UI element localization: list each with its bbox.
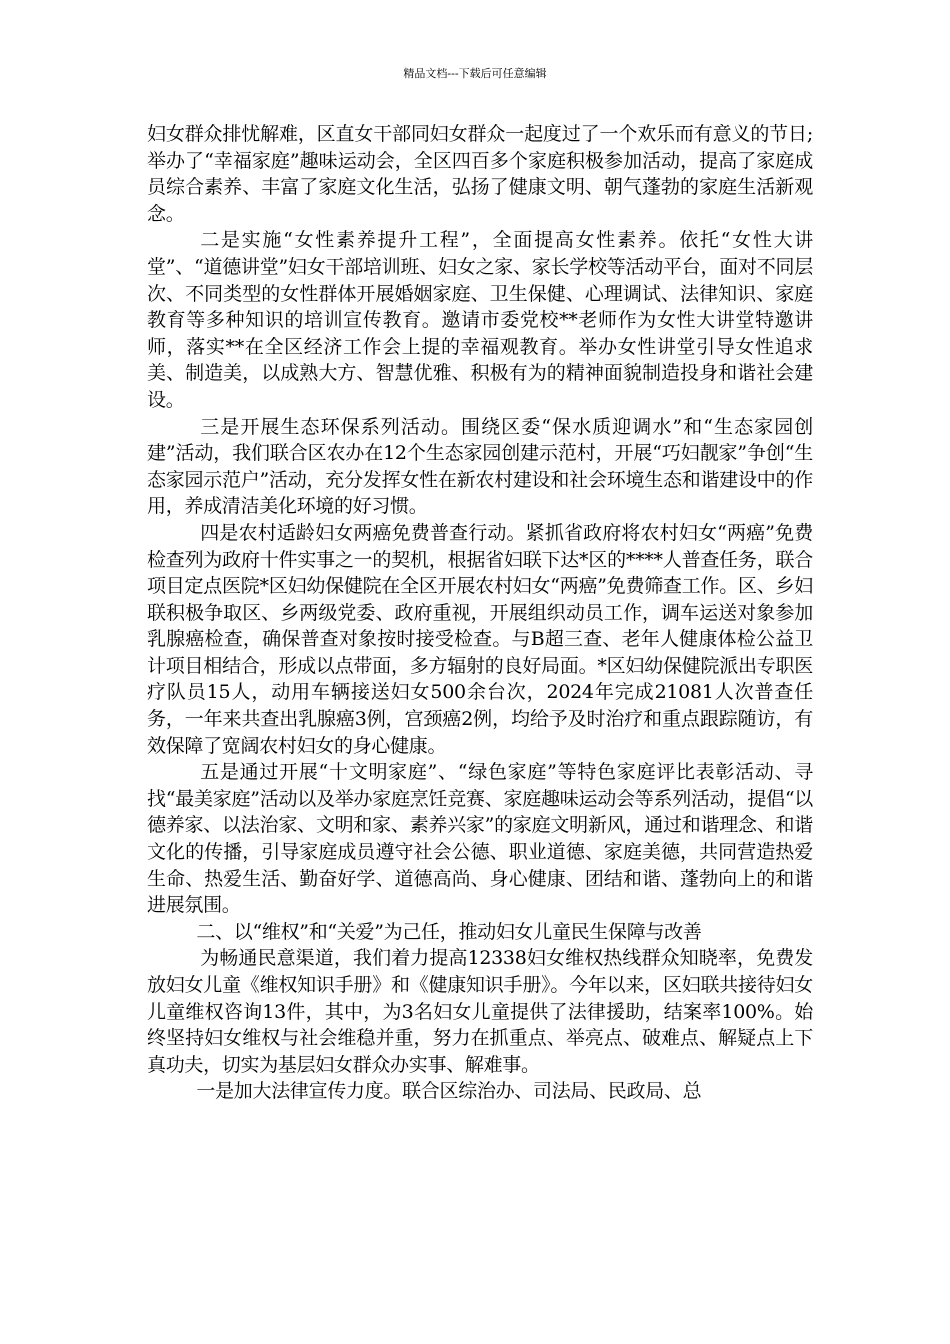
paragraph-intro-continuation: 妇女群众排忧解难，区直女干部同妇女群众一起度过了一个欢乐而有意义的节日;举办了“幸福家庭”趣味运动会，全区四百多个家庭积极参加活动，提高了家庭成员综合素养、丰富了家庭文化生活，弘扬了健康文明、朝气蓬勃的家庭生活新观念。 [147,123,813,225]
paragraph-item-four: 四是农村适龄妇女两癌免费普查行动。紧抓省政府将农村妇女“两癌”免费检查列为政府十件实事之一的契机，根据省妇联下达*区的****人普查任务，联合项目定点医院*区妇幼保健院在全区开展农村妇女“两癌”免费筛查工作。区、乡妇联积极争取区、乡两级党委、政府重视，开展组织动员工作，调车运送对象参加乳腺癌检查，确保普查对象按时接受检查。与B超三查、老年人健康体检公益卫计项目相结合，形成以点带面，多方辐射的良好局面。*区妇幼保健院派出专职医疗队员15人，动用车辆接送妇女500余台次，2024年完成21081人次普查任务，一年来共查出乳腺癌3例，宫颈癌2例，均给予及时治疗和重点跟踪随访，有效保障了宽阔农村妇女的身心健康。 [147,521,813,757]
page-header: 精品文档---下载后可任意编辑 [403,67,547,80]
paragraph-item-two: 二是实施“女性素养提升工程”，全面提高女性素养。依托“女性大讲堂”、“道德讲堂”妇女干部培训班、妇女之家、家长学校等活动平台，面对不同层次、不同类型的女性群体开展婚姻家庭、卫生保健、心理调试、法律知识、家庭教育等多种知识的培训宣传教育。邀请市委党校**老师作为女性大讲堂特邀讲师，落实**在全区经济工作会上提的幸福观教育。举办女性讲堂引导女性追求美、制造美，以成熟大方、智慧优雅、积极有为的精神面貌制造投身和谐社会建设。 [147,229,813,411]
paragraph-rights-item-one: 一是加大法律宣传力度。联合区综治办、司法局、民政局、总 [196,1080,702,1103]
document-body [147,121,813,1105]
paragraph-item-five: 五是通过开展“十文明家庭”、“绿色家庭”等特色家庭评比表彰活动、寻找“最美家庭”活动以及举办家庭烹饪竞赛、家庭趣味运动会等系列活动，提倡“以德养家、以法治家、文明和家、素养兴家”的家庭文明新风，通过和谐理念、和谐文化的传播，引导家庭成员遵守社会公德、职业道德、家庭美德，共同营造热爱生命、热爱生活、勤奋好学、道德高尚、身心健康、团结和谐、蓬勃向上的和谐进展氛围。 [147,761,813,917]
paragraph-rights-intro: 为畅通民意渠道，我们着力提高12338妇女维权热线群众知晓率，免费发放妇女儿童《维权知识手册》和《健康知识手册》。今年以来，区妇联共接待妇女儿童维权咨询13件，其中，为3名妇女儿童提供了法律援助，结案率100%。始终坚持妇女维权与社会维稳并重，努力在抓重点、举亮点、破难点、解疑点上下真功夫，切实为基层妇女群众办实事、解难事。 [147,947,813,1076]
section-heading-two: 二、以“维权”和“关爱”为己任，推动妇女儿童民生保障与改善 [196,920,702,943]
paragraph-item-three: 三是开展生态环保系列活动。围绕区委“保水质迎调水”和“生态家园创建”活动，我们联合区农办在12个生态家园创建示范村，开展“巧妇靓家”争创“生态家园示范户”活动，充分发挥女性在新农村建设和社会环境生态和谐建设中的作用，养成清洁美化环境的好习惯。 [147,415,813,518]
